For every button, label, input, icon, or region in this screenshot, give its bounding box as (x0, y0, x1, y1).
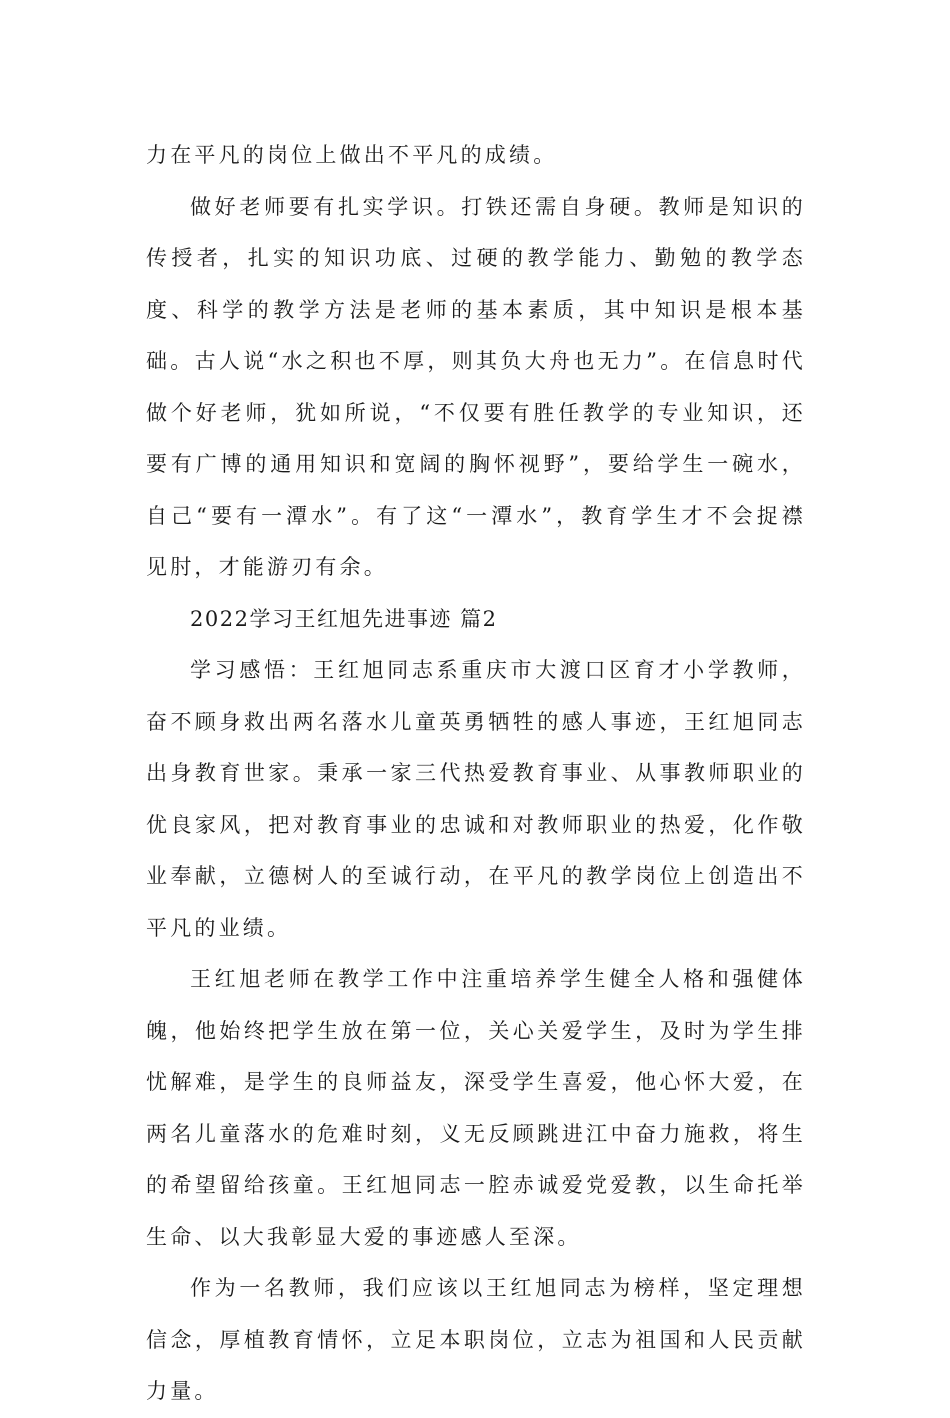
section-heading: 2022学习王红旭先进事迹 篇2 (190, 606, 498, 631)
paragraph-teacher-knowledge: 做好老师要有扎实学识。打铁还需自身硬。教师是知识的传授者，扎实的知识功底、过硬的教学能力、勤勉的教学态度、科学的教学方法是老师的基本素质，其中知识是根本基础。古人说“水之积也不厚，则其负大舟也无力”。在信息时代做个好老师，犹如所说，“不仅要有胜任教学的专业知识，还要有广博的通用知识和宽阔的胸怀视野”，要给学生一碗水，自己“要有一潭水”。有了这“一潭水”，教育学生才不会捉襟见肘，才能游刃有余。 (146, 194, 806, 579)
paragraph-conclusion: 作为一名教师，我们应该以王红旭同志为榜样，坚定理想信念，厚植教育情怀，立足本职岗位，立志为祖国和人民贡献力量。 (146, 1276, 806, 1403)
document-body (146, 130, 806, 1418)
paragraph-teacher-deeds: 王红旭老师在教学工作中注重培养学生健全人格和强健体魄，他始终把学生放在第一位，关心关爱学生，及时为学生排忧解难，是学生的良师益友，深受学生喜爱，他心怀大爱，在两名儿童落水的危难时刻，义无反顾跳进江中奋力施救，将生的希望留给孩童。王红旭同志一腔赤诚爱党爱教，以生命托举生命、以大我彰显大爱的事迹感人至深。 (146, 967, 806, 1249)
paragraph-study-reflection: 学习感悟：王红旭同志系重庆市大渡口区育才小学教师，奋不顾身救出两名落水儿童英勇牺牲的感人事迹，王红旭同志出身教育世家。秉承一家三代热爱教育事业、从事教师职业的优良家风，把对教育事业的忠诚和对教师职业的热爱，化作敬业奉献，立德树人的至诚行动，在平凡的教学岗位上创造出不平凡的业绩。 (146, 658, 806, 940)
paragraph-continuation: 力在平凡的岗位上做出不平凡的成绩。 (146, 143, 558, 167)
